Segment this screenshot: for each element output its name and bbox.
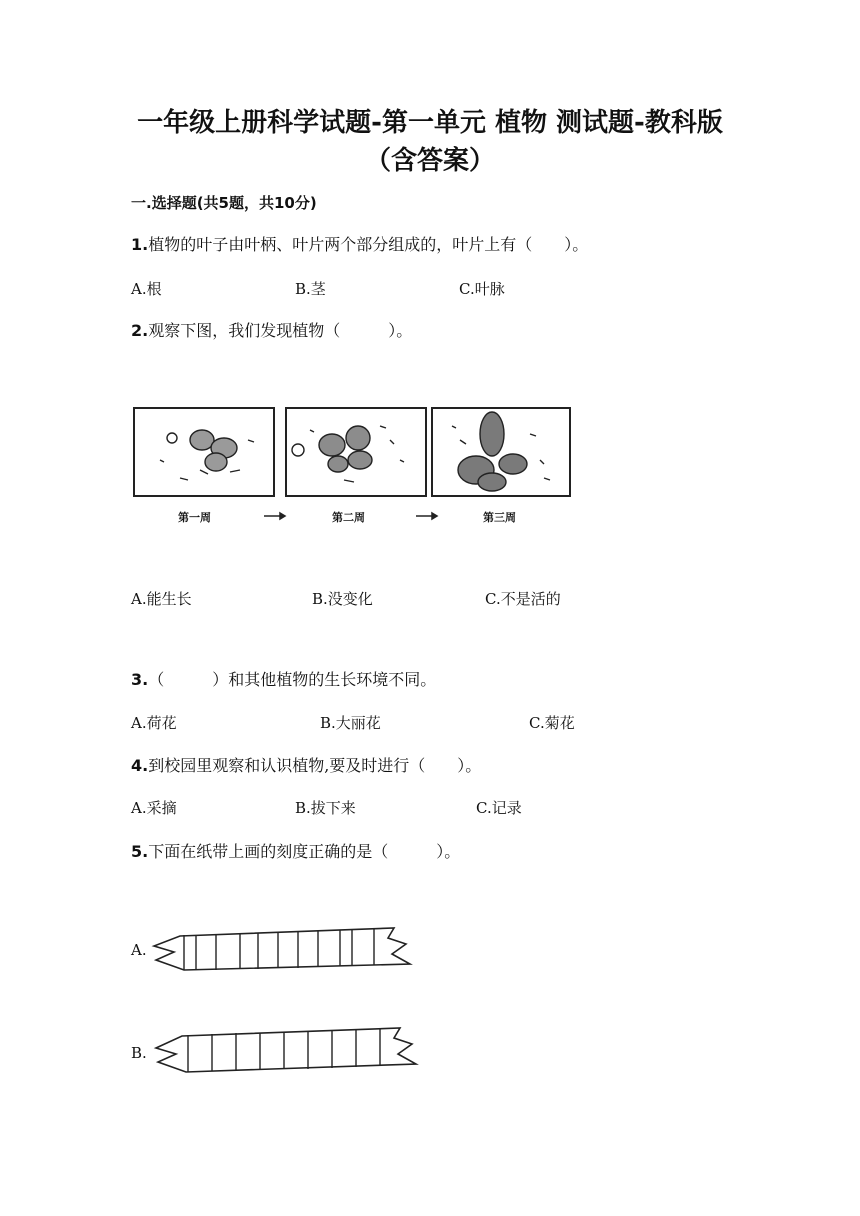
q3-option-a: A.荷花 bbox=[131, 714, 177, 732]
q5-option-a: A. bbox=[131, 941, 147, 959]
sprout-week3-icon bbox=[452, 412, 550, 491]
q1-option-c: C.叶脉 bbox=[459, 280, 505, 298]
q2-option-c: C.不是活的 bbox=[485, 590, 561, 608]
question-text: 下面在纸带上画的刻度正确的是（ ）。 bbox=[148, 842, 461, 861]
sprout-week2-icon bbox=[292, 426, 404, 482]
question-number: 2. bbox=[131, 321, 149, 340]
question-text: 观察下图，我们发现植物（ ）。 bbox=[148, 321, 413, 340]
q3-option-b: B.大丽花 bbox=[320, 714, 381, 732]
question-number: 4. bbox=[131, 756, 149, 775]
question-number: 5. bbox=[131, 842, 149, 861]
question-4 bbox=[131, 756, 481, 776]
question-text: （ ）和其他植物的生长环境不同。 bbox=[148, 670, 437, 689]
caption-week1: 第一周 bbox=[178, 511, 211, 524]
q3-option-c: C.菊花 bbox=[529, 714, 575, 732]
q5-option-b: B. bbox=[131, 1044, 147, 1062]
question-number: 1. bbox=[131, 235, 149, 254]
question-1 bbox=[131, 235, 588, 255]
sprout-week1-icon bbox=[160, 430, 254, 480]
q1-option-a: A.根 bbox=[131, 280, 162, 298]
q2-option-a: A.能生长 bbox=[131, 590, 192, 608]
question-number: 3. bbox=[131, 670, 149, 689]
caption-week3: 第三周 bbox=[483, 511, 516, 524]
week1-panel bbox=[134, 408, 274, 496]
section-heading: 一.选择题(共5题，共10分) bbox=[131, 194, 317, 212]
question-2 bbox=[131, 321, 412, 341]
question-5 bbox=[131, 842, 460, 862]
q1-option-b: B.茎 bbox=[295, 280, 326, 298]
paper-strip-b bbox=[150, 1024, 420, 1078]
question-text: 植物的叶子由叶柄、叶片两个部分组成的，叶片上有（ ）。 bbox=[148, 235, 589, 254]
q2-option-b: B.没变化 bbox=[312, 590, 373, 608]
q4-option-a: A.采摘 bbox=[131, 799, 177, 817]
question-3 bbox=[131, 670, 436, 690]
paper-strip-a bbox=[148, 924, 413, 976]
q4-option-b: B.拔下来 bbox=[295, 799, 356, 817]
caption-week2: 第二周 bbox=[332, 511, 365, 524]
question-text: 到校园里观察和认识植物,要及时进行（ ）。 bbox=[148, 756, 482, 775]
q4-option-c: C.记录 bbox=[476, 799, 522, 817]
page-title: 一年级上册科学试题-第一单元 植物 测试题-教科版（含答案） bbox=[137, 108, 723, 176]
